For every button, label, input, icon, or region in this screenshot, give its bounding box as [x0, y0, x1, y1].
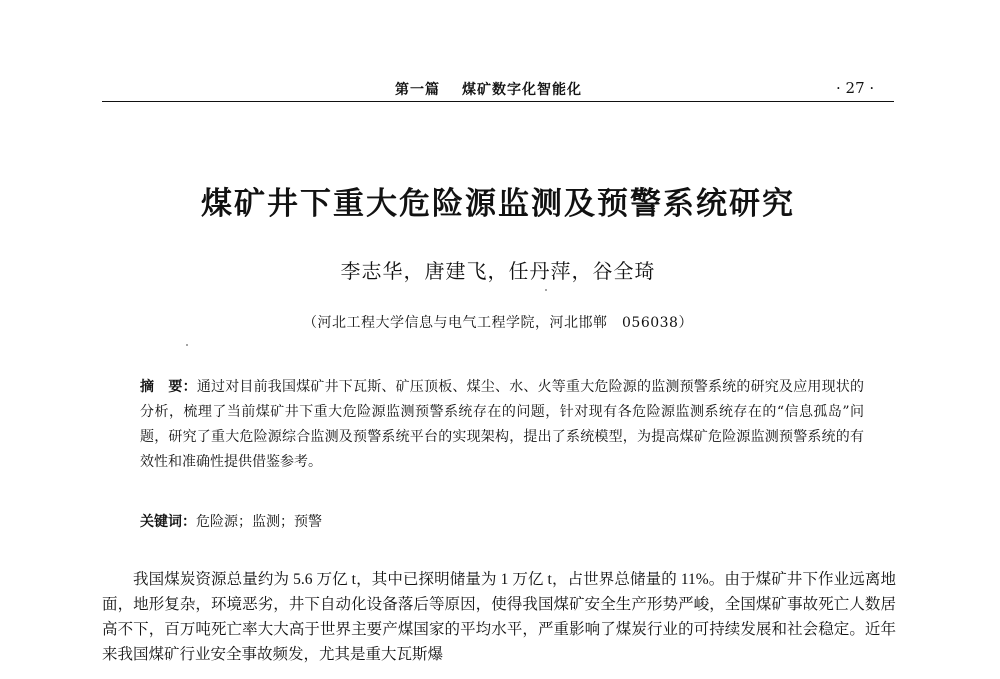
abstract-label: 摘 要：: [140, 379, 197, 395]
keywords-label: 关键词：: [140, 514, 196, 530]
abstract-text: 通过对目前我国煤矿井下瓦斯、矿压顶板、煤尘、水、火等重大危险源的监测预警系统的研究及应用现状的分析，梳理了当前煤矿井下重大危险源监测预警系统存在的问题，针对现有各危险源监测系统存在的“信息孤岛”问题，研究了重大危险源综合监测及预警系统平台的实现架构，提出了系统模型，为提高煤矿危险源监测预警系统的有效性和准确性提供借鉴参考。: [140, 379, 865, 470]
keywords-text: 危险源；监测；预警: [196, 514, 322, 530]
header-part: 第一篇: [395, 82, 440, 98]
running-header: [395, 79, 582, 99]
abstract: [140, 375, 864, 475]
page-number: · 27 ·: [836, 79, 875, 97]
keywords: [140, 510, 864, 535]
body-paragraph: 我国煤炭资源总量约为 5.6 万亿 t，其中已探明储量为 1 万亿 t，占世界总储量的 11%。由于煤矿井下作业远离地面，地形复杂，环境恶劣，井下自动化设备落后等原因，使得我国煤矿安全生产形势严峻，全国煤矿事故死亡人数居高不下，百万吨死亡率大大高于世界主要产煤国家的平均水平，严重影响了煤炭行业的可持续发展和社会稳定。近年来我国煤矿行业安全事故频发，尤其是重大瓦斯爆: [102, 571, 896, 663]
scan-speck: [186, 344, 188, 346]
scan-speck: [545, 289, 547, 291]
author-list: 李志华，唐建飞，任丹萍，谷全琦: [340, 259, 656, 283]
body-text: [102, 567, 896, 667]
paper-title: 煤矿井下重大危险源监测及预警系统研究: [201, 186, 795, 222]
header-rule: [102, 101, 894, 102]
header-section: 煤矿数字化智能化: [462, 82, 582, 98]
affiliation: （河北工程大学信息与电气工程学院，河北邯郸 056038）: [303, 315, 693, 331]
